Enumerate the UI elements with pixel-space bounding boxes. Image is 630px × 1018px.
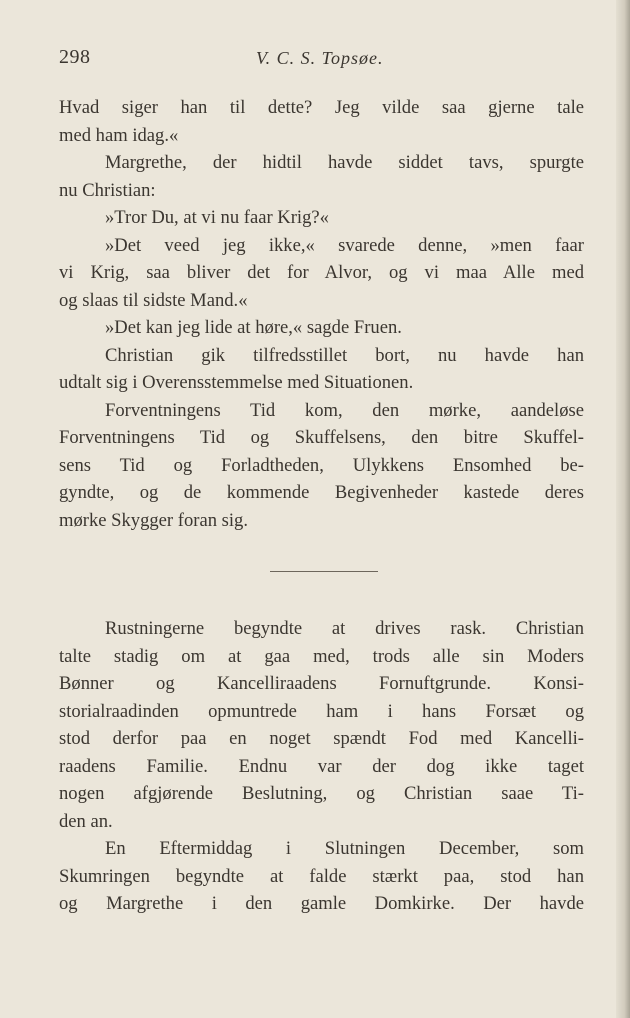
text-line: Forventningens Tid og Skuffelsens, den bitre Skuffel-: [59, 427, 584, 448]
text-line: mørke Skygger foran sig.: [59, 509, 248, 531]
text-line: »Tror Du, at vi nu faar Krig?«: [105, 207, 329, 228]
text-line: sens Tid og Forladtheden, Ulykkens Ensomhed be-: [59, 454, 584, 476]
text-line: nogen afgjørende Beslutning, og Christian saae Ti-: [59, 783, 584, 804]
text-line: udtalt sig i Overensstemmelse med Situationen.: [59, 372, 414, 393]
text-line: Hvad siger han til dette? Jeg vilde saa gjerne tale: [59, 97, 584, 118]
text-line: En Eftermiddag i Slutningen December, som: [105, 838, 584, 859]
text-line: og slaas til sidste Mand.«: [59, 289, 248, 311]
text-line: den an.: [59, 810, 113, 832]
page-edge-shadow: [616, 0, 630, 1018]
text-line: med ham idag.«: [59, 124, 179, 146]
body-text-section-one: [59, 94, 584, 534]
text-line: og Margrethe i den gamle Domkirke. Der havde: [59, 893, 584, 914]
text-line: »Det veed jeg ikke,« svarede denne, »men faar: [105, 234, 584, 256]
text-line: Skumringen begyndte at falde stærkt paa, stod han: [59, 865, 584, 887]
text-line: Christian gik tilfredsstillet bort, nu havde han: [105, 344, 584, 366]
text-line: talte stadig om at gaa med, trods alle sin Moders: [59, 645, 584, 667]
text-line: gyndte, og de kommende Begivenheder kastede deres: [59, 482, 584, 503]
text-line: storialraadinden opmuntrede ham i hans Forsæt og: [59, 700, 584, 722]
section-divider: [270, 571, 378, 572]
text-line: stod derfor paa en noget spændt Fod med Kancelli-: [59, 728, 584, 749]
page-number: 298: [59, 46, 91, 68]
running-head: V. C. S. Topsøe.: [256, 48, 384, 68]
text-line: vi Krig, saa bliver det for Alvor, og vi maa Alle med: [59, 262, 584, 283]
text-line: »Det kan jeg lide at høre,« sagde Fruen.: [105, 317, 402, 338]
text-line: Rustningerne begyndte at drives rask. Christian: [105, 618, 584, 639]
text-line: Margrethe, der hidtil havde siddet tavs, spurgte: [105, 152, 584, 173]
text-line: raadens Familie. Endnu var der dog ikke taget: [59, 755, 584, 777]
text-line: nu Christian:: [59, 179, 156, 201]
page-header: [59, 46, 583, 76]
text-line: Forventningens Tid kom, den mørke, aandeløse: [105, 399, 584, 421]
text-line: Bønner og Kancelliraadens Fornuftgrunde. Konsi-: [59, 673, 584, 694]
body-text-section-two: [59, 615, 584, 918]
